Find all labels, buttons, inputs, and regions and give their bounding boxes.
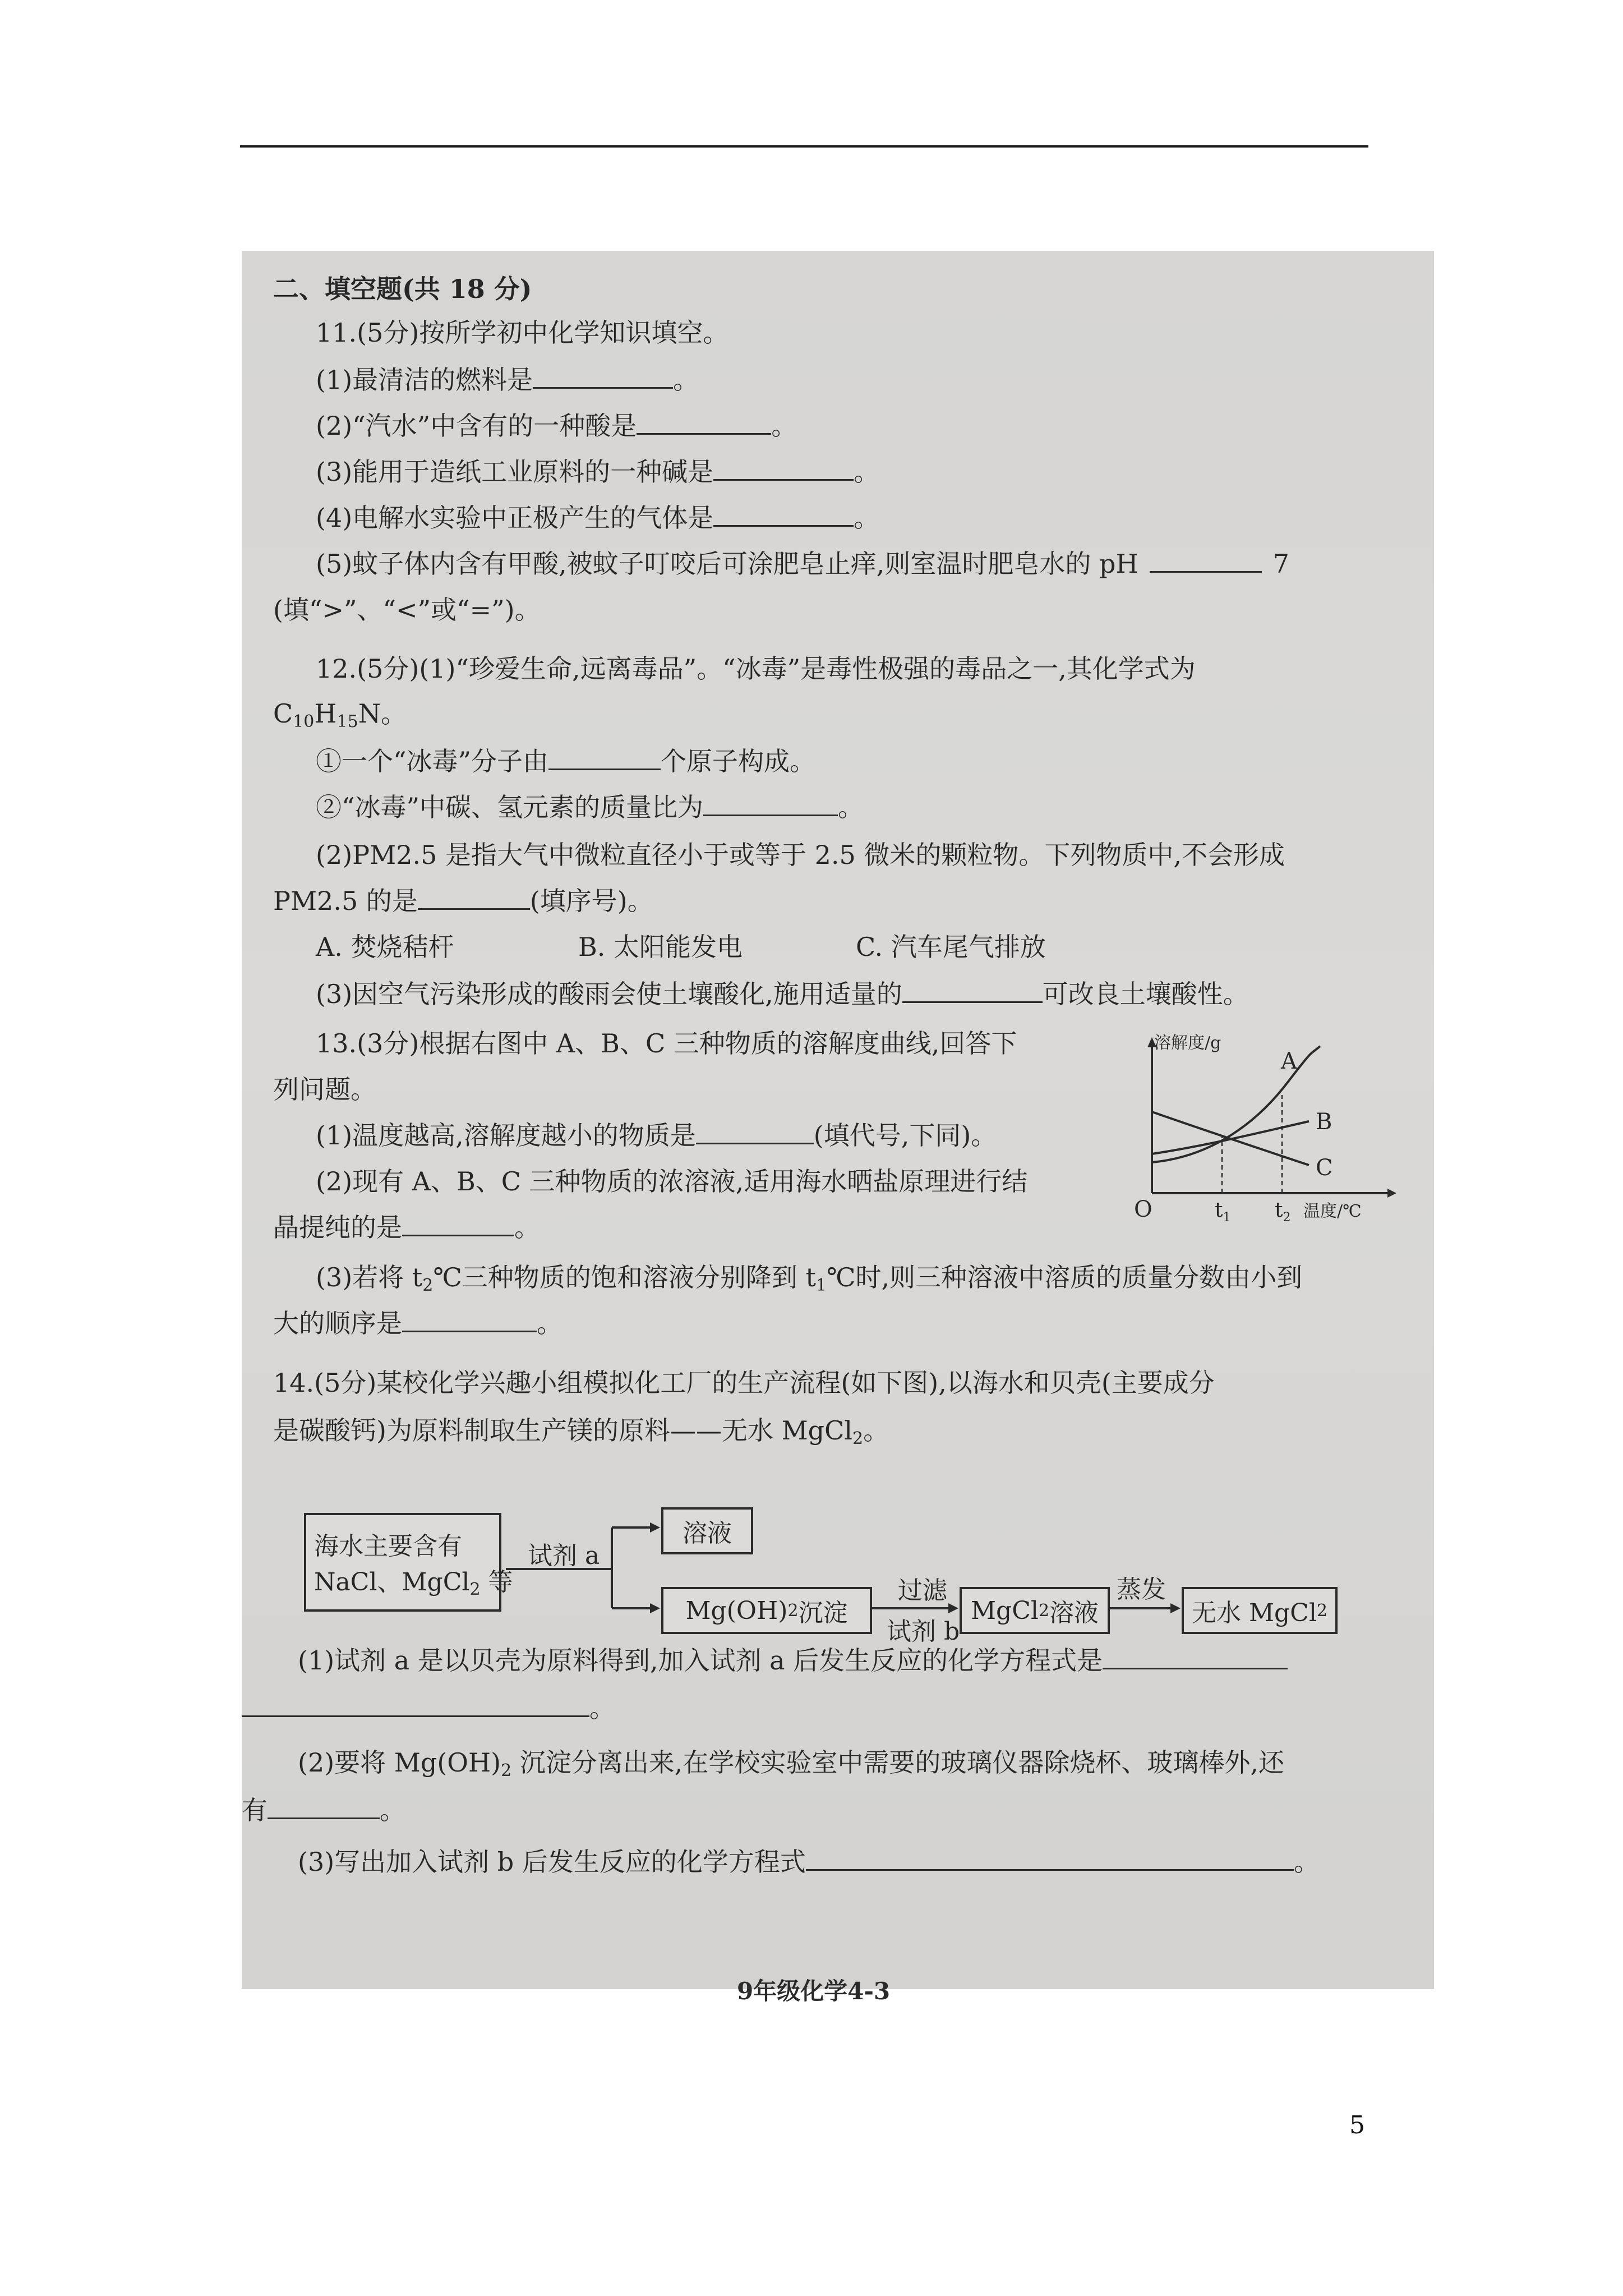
flow-box-mgoh2-precipitate: Mg(OH) 2 沉淀 bbox=[661, 1587, 872, 1634]
answer-blank[interactable] bbox=[713, 503, 854, 527]
q14-part2-answer: 有 。 bbox=[242, 1795, 405, 1825]
answer-blank[interactable] bbox=[1103, 1645, 1288, 1669]
q14-part1-answer: 。 bbox=[242, 1691, 615, 1725]
q14-stem: 14.(5分)某校化学兴趣小组模拟化工厂的生产流程(如下图),以海水和贝壳(主要成分 bbox=[273, 1368, 1215, 1398]
q12-option-b: B. 太阳能发电 bbox=[578, 932, 743, 962]
q14-part1: (1)试剂 a 是以贝壳为原料得到,加入试剂 a 后发生反应的化学方程式是 bbox=[298, 1644, 1288, 1677]
q13-stem-cont: 列问题。 bbox=[273, 1074, 376, 1105]
q13-part3: (3)若将 $t_2℃$三种物质的饱和溶液分别降到 $t_1℃$时,则三种溶液中溶质的质量分数由小到 bbox=[316, 1262, 1303, 1295]
solubility-chart bbox=[1118, 1030, 1399, 1225]
q11-part1: (1)最清洁的燃料是 。 bbox=[316, 365, 699, 395]
header-rule bbox=[240, 145, 1368, 148]
q12-formula: $C_{10}H_{15}N$。 bbox=[273, 698, 407, 731]
q11-part5-hint: (填“>”、“<”或“=”)。 bbox=[273, 595, 541, 625]
flow-arrow-evaporate bbox=[1170, 1603, 1181, 1613]
answer-blank[interactable] bbox=[242, 1693, 589, 1717]
x-axis-label: 温度/℃ bbox=[1303, 1202, 1362, 1221]
x-axis-arrow bbox=[1387, 1189, 1396, 1198]
q11-part5: (5)蚊子体内含有甲酸,被蚊子叮咬后可涂肥皂止痒,则室温时肥皂水的 pH 7 bbox=[316, 549, 1289, 579]
q12-part3: (3)因空气污染形成的酸雨会使土壤酸化,施用适量的 可改良土壤酸性。 bbox=[316, 979, 1249, 1009]
q12-sub1: ①一个“冰毒”分子由 个原子构成。 bbox=[316, 746, 816, 776]
q11-part2: (2)“汽水”中含有的一种酸是 。 bbox=[316, 411, 797, 441]
series-label-c: C bbox=[1316, 1155, 1333, 1181]
q12-part2: (2)PM2.5 是指大气中微粒直径小于或等于 2.5 微米的颗粒物。下列物质中,不会形成 bbox=[316, 840, 1285, 870]
answer-blank[interactable] bbox=[637, 411, 771, 435]
answer-blank[interactable] bbox=[902, 979, 1043, 1003]
origin-label: O bbox=[1134, 1197, 1152, 1222]
answer-blank[interactable] bbox=[418, 886, 530, 910]
q12-stem: 12.(5分)(1)“珍爱生命,远离毒品”。“冰毒”是毒性极强的毒品之一,其化学式为 bbox=[316, 654, 1196, 684]
x-tick-t2: $t_2$ bbox=[1275, 1199, 1291, 1225]
q12-option-c: C. 汽车尾气排放 bbox=[856, 932, 1046, 962]
x-tick-t1: $t_1$ bbox=[1215, 1199, 1231, 1225]
answer-blank[interactable] bbox=[703, 792, 838, 816]
answer-blank[interactable] bbox=[533, 365, 673, 389]
flow-arrow-precipitate bbox=[650, 1603, 660, 1613]
q14-part3: (3)写出加入试剂 b 后发生反应的化学方程式 。 bbox=[298, 1847, 1320, 1877]
process-flow-diagram bbox=[242, 1496, 1434, 1646]
flow-box-mgcl2-solution: MgCl 2 溶液 bbox=[960, 1587, 1110, 1634]
answer-blank[interactable] bbox=[806, 1847, 1294, 1871]
answer-blank[interactable] bbox=[402, 1308, 537, 1332]
answer-blank[interactable] bbox=[548, 746, 661, 770]
q13-part1: (1)温度越高,溶解度越小的物质是 (填代号,下同)。 bbox=[316, 1120, 997, 1151]
flow-label-evaporate: 蒸发 bbox=[1117, 1575, 1166, 1604]
y-axis-label: 溶解度/g bbox=[1154, 1033, 1221, 1053]
curve-c bbox=[1152, 1112, 1309, 1165]
q12-part2-answer: PM2.5 的是 (填序号)。 bbox=[273, 886, 653, 916]
flow-label-reagent-b: 试剂 b bbox=[887, 1617, 960, 1646]
q14-stem-cont: 是碳酸钙)为原料制取生产镁的原料——无水 MgCl$_2$。 bbox=[273, 1415, 889, 1448]
flow-label-filter: 过滤 bbox=[898, 1576, 947, 1605]
q11-stem: 11.(5分)按所学初中化学知识填空。 bbox=[316, 318, 729, 348]
q13-part3-answer: 大的顺序是 。 bbox=[273, 1308, 562, 1338]
q14-part2: (2)要将 $Mg(OH)_2$ 沉淀分离出来,在学校实验室中需要的玻璃仪器除烧杯、玻璃棒外,还 bbox=[298, 1747, 1285, 1780]
q13-part2: (2)现有 A、B、C 三种物质的浓溶液,适用海水晒盐原理进行结 bbox=[316, 1166, 1028, 1197]
flow-box-anhydrous-mgcl2: 无水 MgCl 2 bbox=[1182, 1587, 1338, 1634]
q11-part4: (4)电解水实验中正极产生的气体是 。 bbox=[316, 503, 880, 533]
page-number: 5 bbox=[1349, 2111, 1365, 2139]
section-title: 二、填空题(共 18 分) bbox=[273, 274, 532, 304]
q12-option-a: A. 焚烧秸杆 bbox=[316, 932, 454, 962]
answer-blank[interactable] bbox=[268, 1795, 380, 1819]
exam-page-photo bbox=[242, 251, 1434, 2005]
exam-footer-label: 9年级化学4-3 bbox=[737, 1977, 891, 2005]
flow-box-solution: 溶液 bbox=[661, 1507, 753, 1554]
flow-box-seawater: 海水主要含有 NaCl、MgCl$_2$ 等 bbox=[304, 1513, 501, 1612]
series-label-a: A bbox=[1281, 1048, 1297, 1074]
series-label-b: B bbox=[1316, 1109, 1332, 1135]
flow-label-reagent-a: 试剂 a bbox=[528, 1542, 600, 1570]
q11-part3: (3)能用于造纸工业原料的一种碱是 。 bbox=[316, 457, 880, 487]
q12-sub2: ②“冰毒”中碳、氢元素的质量比为 。 bbox=[316, 792, 864, 822]
answer-blank[interactable] bbox=[696, 1120, 814, 1144]
answer-blank[interactable] bbox=[713, 457, 854, 481]
q13-stem: 13.(3分)根据右图中 A、B、C 三种物质的溶解度曲线,回答下 bbox=[316, 1028, 1017, 1059]
flow-arrow-solution bbox=[650, 1522, 660, 1533]
answer-blank[interactable] bbox=[402, 1212, 514, 1236]
answer-blank[interactable] bbox=[1150, 549, 1262, 573]
q13-part2-answer: 晶提纯的是 。 bbox=[273, 1212, 540, 1243]
